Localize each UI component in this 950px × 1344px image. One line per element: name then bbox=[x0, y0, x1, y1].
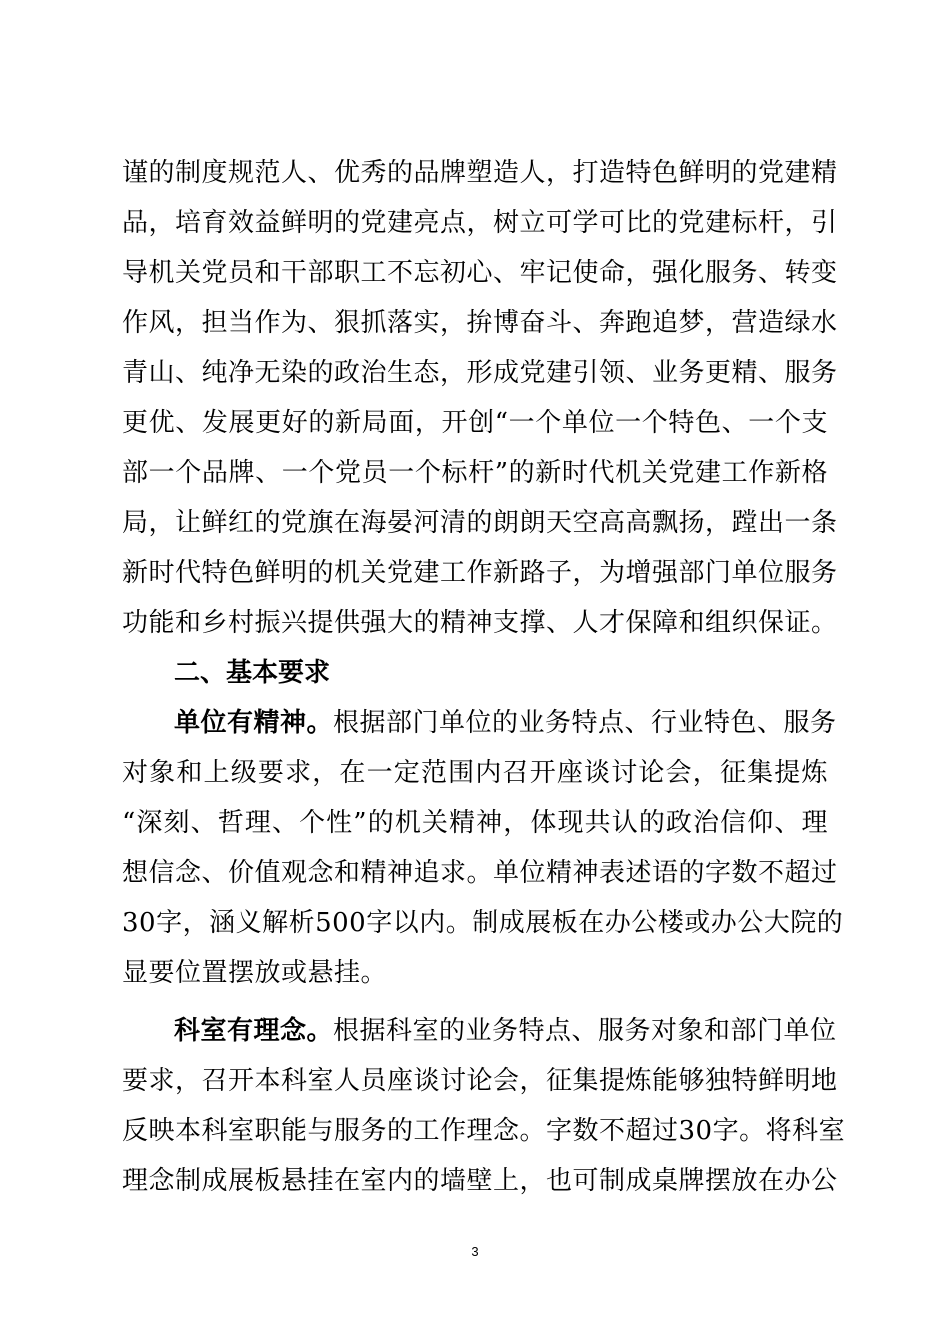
text-line: 显要位置摆放或悬挂。 bbox=[122, 958, 388, 988]
paragraph-gap bbox=[122, 998, 828, 1006]
text-line: 新时代特色鲜明的机关党建工作新路子，为增强部门单位服务 bbox=[122, 558, 838, 588]
paragraph-unit-spirit bbox=[122, 698, 844, 998]
text-line: 30字，涵义解析500字以内。制成展板在办公楼或办公大院的 bbox=[122, 908, 844, 938]
text-line: 导机关党员和干部职工不忘初心、牢记使命，强化服务、转变 bbox=[122, 258, 838, 288]
text-line: 谨的制度规范人、优秀的品牌塑造人，打造特色鲜明的党建精 bbox=[122, 158, 838, 188]
paragraph-text: 根据科室的业务特点、服务对象和部门单位 bbox=[333, 1016, 837, 1046]
paragraph-office-concept bbox=[122, 1006, 846, 1206]
paragraph-lead: 单位有精神。 bbox=[174, 708, 334, 738]
text-line: 局，让鲜红的党旗在海晏河清的朗朗天空高高飘扬，蹚出一条 bbox=[122, 508, 838, 538]
text-line: 想信念、价值观念和精神追求。单位精神表述语的字数不超过 bbox=[122, 858, 838, 888]
text-line bbox=[122, 1006, 837, 1056]
text-line: 更优、发展更好的新局面，开创“一个单位一个特色、一个支 bbox=[122, 408, 828, 438]
paragraph-text: 根据部门单位的业务特点、行业特色、服务 bbox=[333, 708, 837, 738]
text-line: 对象和上级要求，在一定范围内召开座谈讨论会，征集提炼 bbox=[122, 758, 828, 788]
paragraph-continuation bbox=[122, 148, 838, 648]
text-line: 作风，担当作为、狠抓落实，拚博奋斗、奔跑追梦，营造绿水 bbox=[122, 308, 838, 338]
page-number: 3 bbox=[471, 1244, 479, 1259]
paragraph-lead: 科室有理念。 bbox=[174, 1016, 334, 1046]
text-line bbox=[122, 698, 837, 748]
text-line: 功能和乡村振兴提供强大的精神支撑、人才保障和组织保证。 bbox=[122, 608, 838, 638]
text-line: “深刻、哲理、个性”的机关精神，体现共认的政治信仰、理 bbox=[122, 808, 828, 838]
document-body bbox=[122, 148, 846, 1206]
text-line: 理念制成展板悬挂在室内的墙壁上，也可制成桌牌摆放在办公 bbox=[122, 1166, 838, 1196]
text-line: 青山、纯净无染的政治生态，形成党建引领、业务更精、服务 bbox=[122, 358, 838, 388]
text-line: 要求，召开本科室人员座谈讨论会，征集提炼能够独特鲜明地 bbox=[122, 1066, 838, 1096]
text-line: 品，培育效益鲜明的党建亮点，树立可学可比的党建标杆，引 bbox=[122, 208, 838, 238]
section-heading: 二、基本要求 bbox=[174, 658, 331, 688]
text-line: 反映本科室职能与服务的工作理念。字数不超过30字。将科室 bbox=[122, 1116, 846, 1146]
text-line: 部一个品牌、一个党员一个标杆”的新时代机关党建工作新格 bbox=[122, 458, 828, 488]
